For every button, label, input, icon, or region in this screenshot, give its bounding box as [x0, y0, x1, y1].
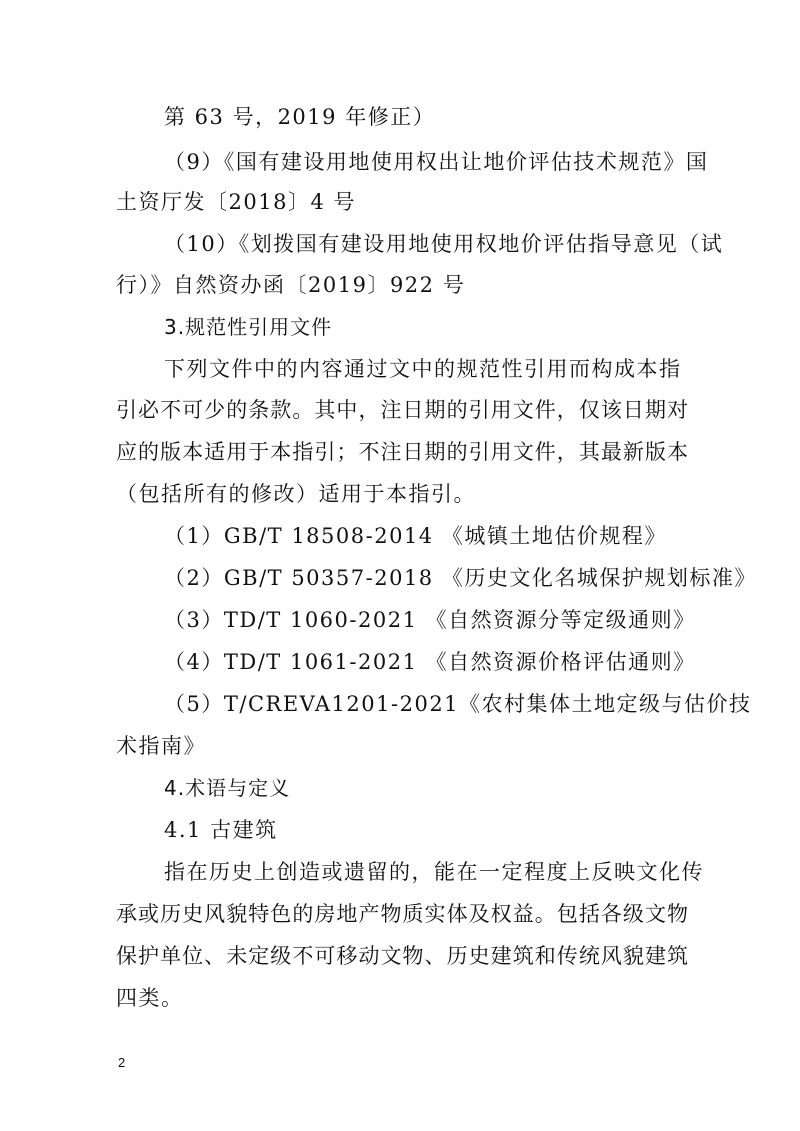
reference-item-10-line-1: （10）《划拨国有建设用地使用权地价评估指导意见（试: [164, 232, 724, 256]
standard-item-2: （2）GB/T 50357-2018 《历史文化名城保护规划标准》: [164, 566, 757, 590]
paragraph-line-1: 下列文件中的内容通过文中的规范性引用而构成本指: [164, 357, 682, 381]
definition-line-3: 保护单位、未定级不可移动文物、历史建筑和传统风貌建筑: [116, 944, 688, 968]
reference-item-10-line-2: 行）》自然资办函〔2019〕922 号: [116, 273, 466, 297]
paragraph-line-2: 引必不可少的条款。其中，注日期的引用文件，仅该日期对: [116, 398, 688, 422]
subsection-heading-ancient-building: 4.1 古建筑: [164, 818, 278, 842]
text-line-1: 第 63 号，2019 年修正）: [164, 105, 436, 129]
definition-line-4: 四类。: [116, 986, 184, 1010]
definition-line-2: 承或历史风貌特色的房地产物质实体及权益。包括各级文物: [116, 902, 688, 926]
section-heading-normative-references: 3.规范性引用文件: [164, 315, 333, 339]
reference-item-9-line-1: （9）《国有建设用地使用权出让地价评估技术规范》国: [164, 150, 709, 174]
definition-line-1: 指在历史上创造或遗留的，能在一定程度上反映文化传: [164, 860, 704, 884]
standard-item-4: （4）TD/T 1061-2021 《自然资源价格评估通则》: [164, 650, 696, 674]
standard-item-5-line-1: （5）T/CREVA1201-2021《农村集体土地定级与估价技: [164, 692, 752, 716]
section-heading-terms: 4.术语与定义: [164, 776, 291, 800]
reference-item-9-line-2: 土资厅发〔2018〕4 号: [116, 190, 356, 214]
paragraph-line-4: （包括所有的修改）适用于本指引。: [116, 482, 476, 506]
paragraph-line-3: 应的版本适用于本指引；不注日期的引用文件，其最新版本: [116, 440, 688, 464]
standard-item-5-line-2: 术指南》: [116, 734, 206, 758]
standard-item-1: （1）GB/T 18508-2014 《城镇土地估价规程》: [164, 524, 667, 548]
page-number: 2: [118, 1055, 126, 1070]
standard-item-3: （3）TD/T 1060-2021 《自然资源分等定级通则》: [164, 608, 696, 632]
